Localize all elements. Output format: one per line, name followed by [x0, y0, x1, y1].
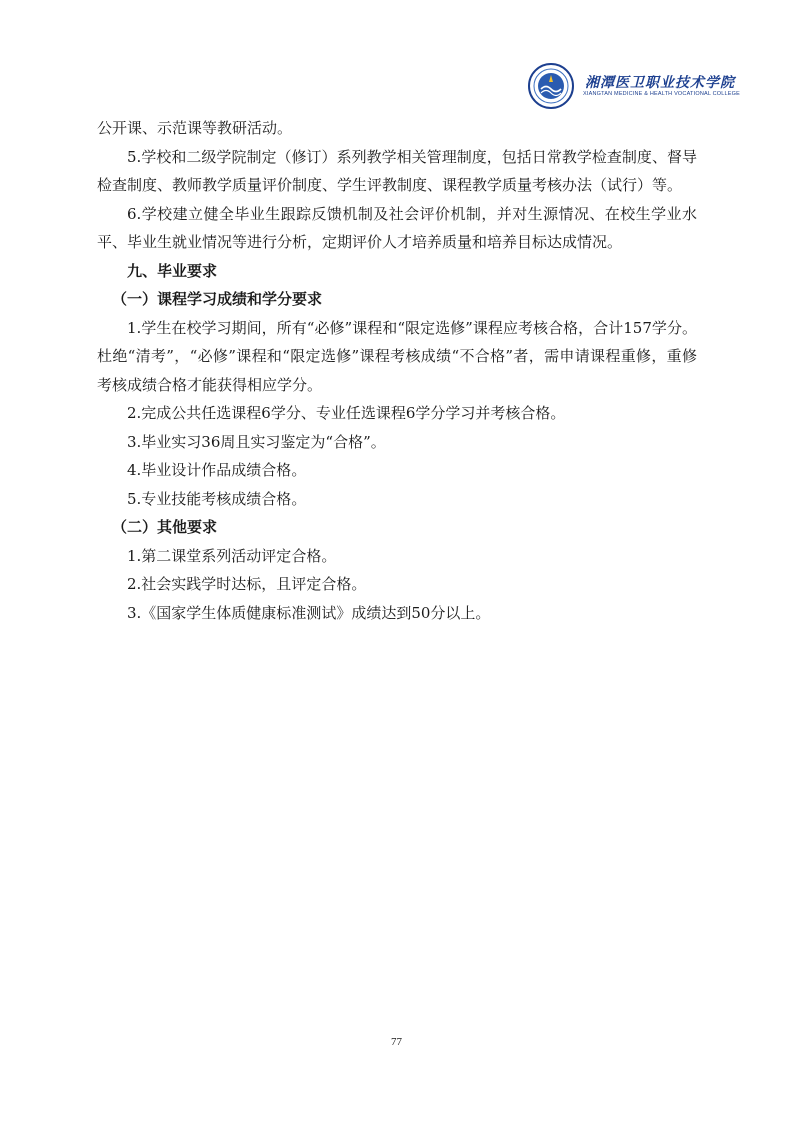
list-item: 5.专业技能考核成绩合格。 — [127, 489, 307, 508]
paragraph-item-5: 5.学校和二级学院制定（修订）系列教学相关管理制度，包括日常教学检查制度、督导检查制度、教师教学质量评价制度、学生评教制度、课程教学质量考核办法（试行）等。 — [97, 147, 697, 194]
list-item: 2.社会实践学时达标，且评定合格。 — [127, 575, 367, 593]
list-item: 3.《国家学生体质健康标准测试》成绩达到50分以上。 — [127, 603, 491, 622]
list-item: 2.完成公共任选课程6学分、专业任选课程6学分学习并考核合格。 — [127, 404, 566, 422]
paragraph-item-6: 6.学校建立健全毕业生跟踪反馈机制及社会评价机制，并对生源情况、在校生学业水平、毕业生就业情况等进行分析，定期评价人才培养质量和培养目标达成情况。 — [97, 204, 697, 251]
paragraph-continuation: 公开课、示范课等教研活动。 — [97, 119, 293, 137]
list-item: 1.第二课堂系列活动评定合格。 — [127, 546, 337, 565]
college-emblem-icon — [527, 62, 577, 110]
list-item: 4.毕业设计作品成绩合格。 — [127, 461, 307, 479]
college-logo — [525, 62, 741, 110]
list-item: 1.学生在校学习期间，所有“必修”课程和“限定选修”课程应考核合格，合计157学分。杜绝“清考”，“必修”课程和“限定选修”课程考核成绩“不合格”者，需申请课程重修，重修考核成绩合格才能获得相应学分。 — [97, 318, 697, 394]
college-name-cn: 湘潭医卫职业技术学院 — [585, 75, 735, 91]
subsection-heading-other: （二）其他要求 — [112, 518, 218, 536]
college-name-en: XIANGTAN MEDICINE & HEALTH VOCATIONAL COLLEGE — [583, 91, 741, 97]
section-heading-graduation: 九、毕业要求 — [127, 261, 218, 280]
subsection-heading-credits: （一）课程学习成绩和学分要求 — [112, 290, 323, 308]
page-number: 77 — [391, 1036, 402, 1048]
list-item: 3.毕业实习36周且实习鉴定为“合格”。 — [127, 432, 386, 451]
document-body — [97, 114, 697, 627]
